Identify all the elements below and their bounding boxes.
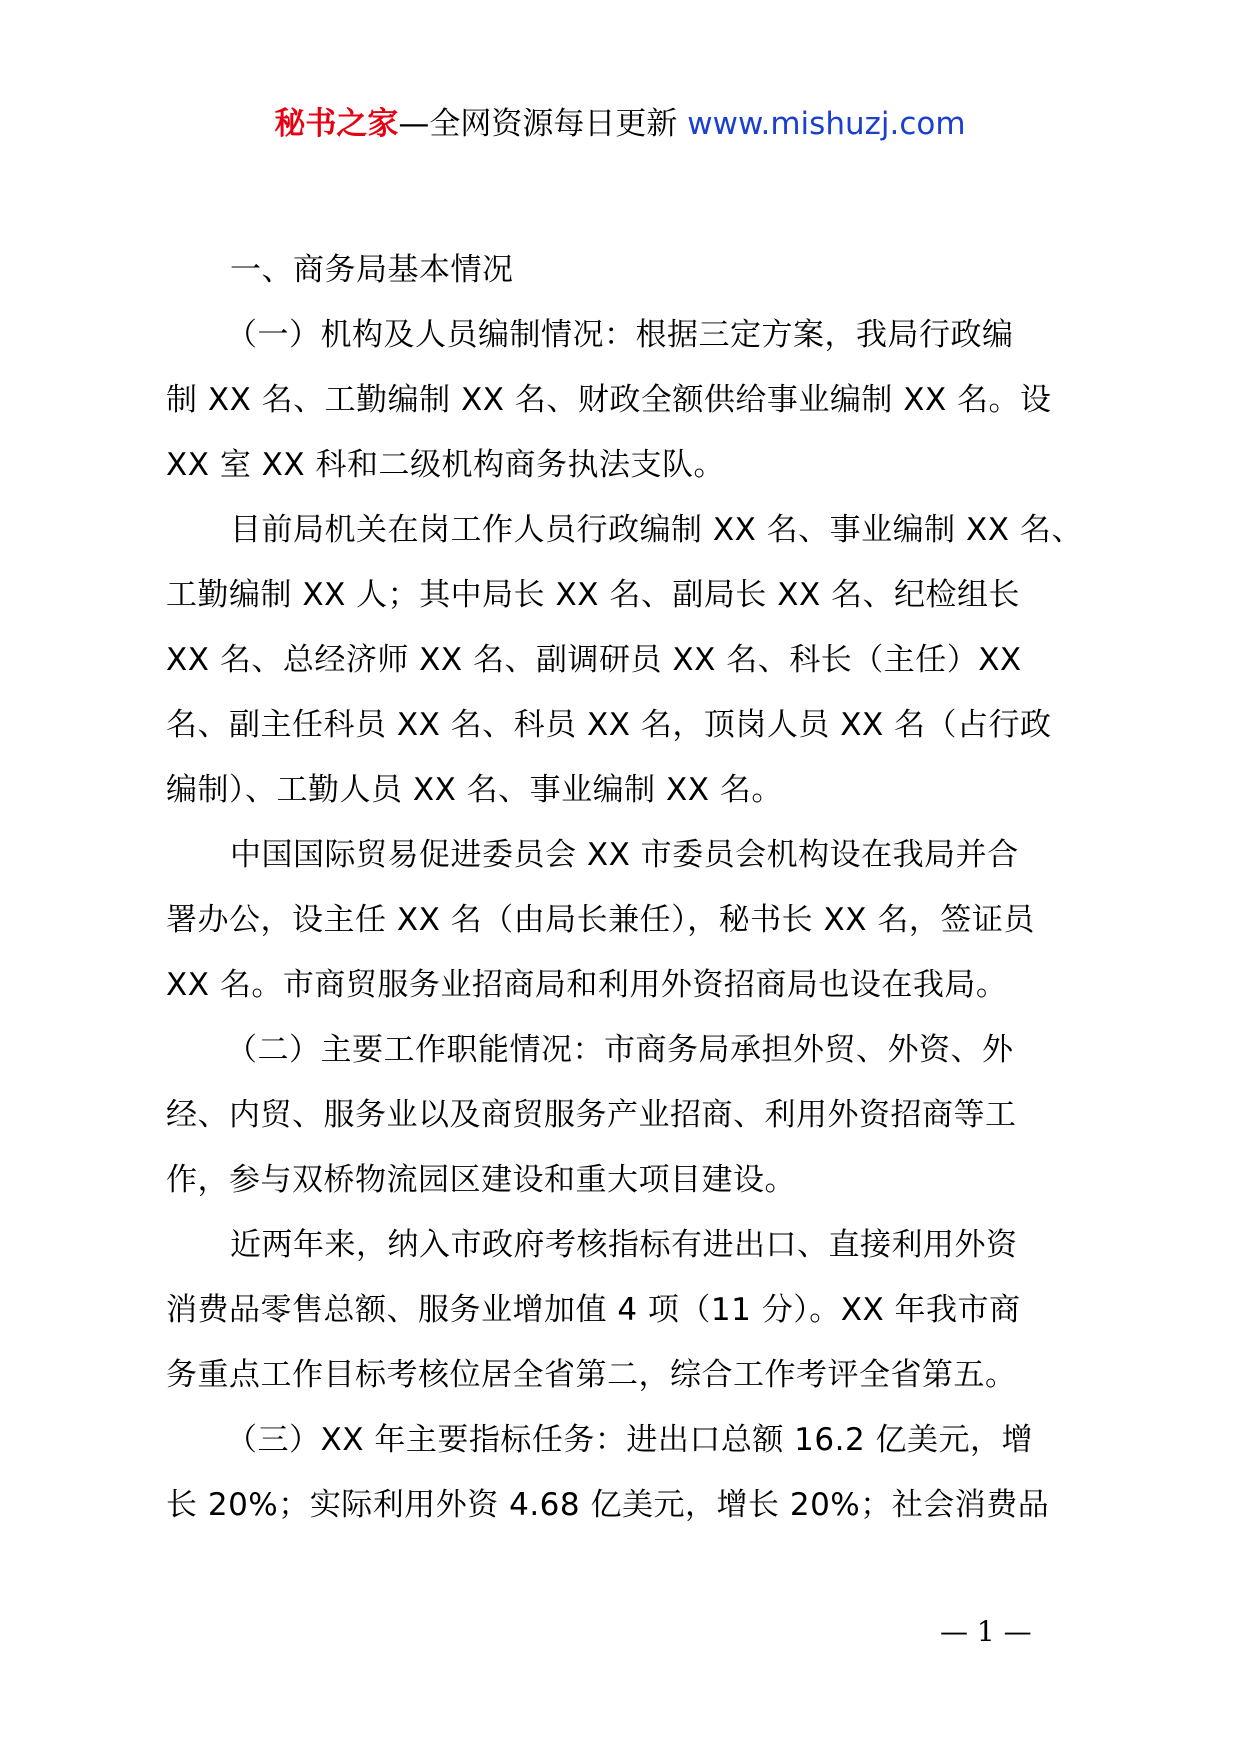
paragraph-line: 目前局机关在岗工作人员行政编制 XX 名、事业编制 XX 名、 [230,512,1083,548]
page-number: — 1 — [940,1615,1032,1648]
paragraph-line: 工勤编制 XX 人；其中局长 XX 名、副局长 XX 名、纪检组长 [166,577,1021,613]
paragraph-line: 署办公，设主任 XX 名（由局长兼任），秘书长 XX 名，签证员 [166,902,1035,938]
paragraph-line: 近两年来，纳入市政府考核指标有进出口、直接利用外资 [230,1227,1018,1263]
paragraph-line: XX 室 XX 科和二级机构商务执法支队。 [166,447,726,483]
paragraph-line: （一）机构及人员编制情况：根据三定方案，我局行政编 [226,317,1014,353]
brand-name: 秘书之家 [274,106,399,142]
paragraph-line: 消费品零售总额、服务业增加值 4 项（11 分）。XX 年我市商 [166,1292,1021,1328]
paragraph-line: 务重点工作目标考核位居全省第二，综合工作考评全省第五。 [166,1357,1017,1393]
paragraph-line: XX 名。市商贸服务业招商局和利用外资招商局也设在我局。 [166,967,1008,1003]
header-slogan: —全网资源每日更新 [398,106,688,142]
document-body [166,238,1082,1538]
site-header [0,100,1240,148]
paragraph-line: 制 XX 名、工勤编制 XX 名、财政全额供给事业编制 XX 名。设 [166,382,1052,418]
paragraph-line: 名、副主任科员 XX 名、科员 XX 名，顶岗人员 XX 名（占行政 [166,707,1052,743]
paragraph-line: （二）主要工作职能情况：市商务局承担外贸、外资、外 [226,1032,1014,1068]
site-url-link[interactable]: www.mishuzj.com [687,106,966,142]
paragraph-line: XX 名、总经济师 XX 名、副调研员 XX 名、科长（主任）XX [166,642,1022,678]
paragraph-line: 经、内贸、服务业以及商贸服务产业招商、利用外资招商等工 [166,1097,1017,1133]
paragraph-line: 编制）、工勤人员 XX 名、事业编制 XX 名。 [166,772,783,808]
section-heading: 一、商务局基本情况 [230,252,514,288]
paragraph-line: （三）XX 年主要指标任务：进出口总额 16.2 亿美元，增 [226,1422,1034,1458]
paragraph-line: 作，参与双桥物流园区建设和重大项目建设。 [166,1162,796,1198]
paragraph-line: 长 20%；实际利用外资 4.68 亿美元，增长 20%；社会消费品 [166,1487,1050,1523]
paragraph-line: 中国国际贸易促进委员会 XX 市委员会机构设在我局并合 [230,837,1019,873]
